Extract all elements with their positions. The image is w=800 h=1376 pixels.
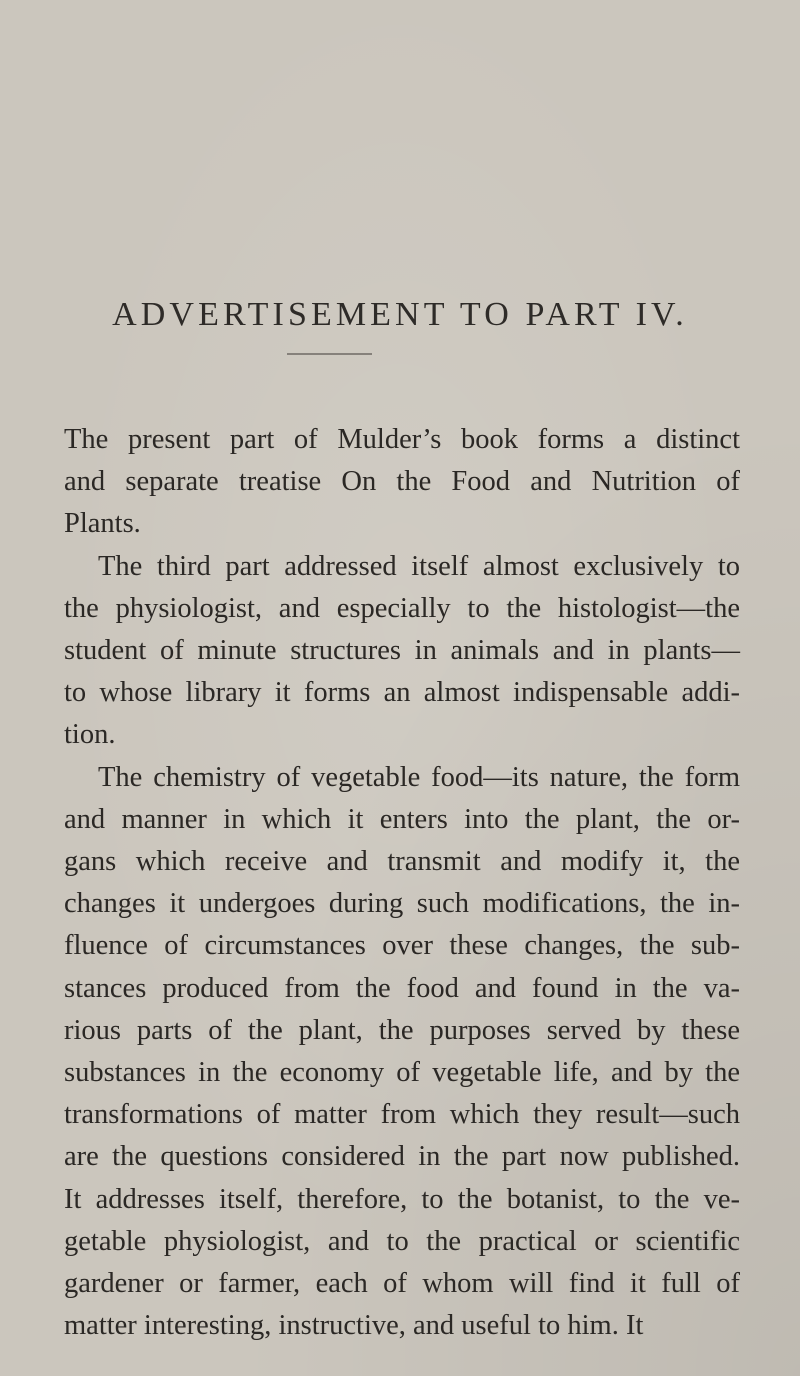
text-line-20: getable physiologist, and to the practical or scientific bbox=[64, 1225, 740, 1257]
text-line-15: rious parts of the plant, the purposes served by these bbox=[64, 1014, 740, 1046]
text-line-14: stances produced from the food and found in the va- bbox=[64, 972, 740, 1004]
text-line-11: gans which receive and transmit and modify it, the bbox=[64, 846, 740, 877]
text-line-21: gardener or farmer, each of whom will find it full of bbox=[64, 1268, 740, 1299]
text-line-7: to whose library it forms an almost indispensable addi- bbox=[64, 677, 740, 709]
text-line-12: changes it undergoes during such modifications, the in- bbox=[64, 888, 740, 920]
text-line-8: tion. bbox=[64, 719, 116, 751]
text-line-5: the physiologist, and especially to the histologist—the bbox=[64, 592, 740, 624]
text-line-13: fluence of circumstances over these changes, the sub- bbox=[64, 930, 740, 962]
text-line-19: It addresses itself, therefore, to the botanist, to the ve- bbox=[64, 1183, 740, 1215]
page-heading: ADVERTISEMENT TO PART IV. bbox=[112, 296, 688, 333]
text-line-1: The present part of Mulder’s book forms a distinct bbox=[64, 424, 740, 455]
text-line-9: The chemistry of vegetable food—its nature, the form bbox=[98, 761, 740, 793]
text-line-6: student of minute structures in animals and in plants— bbox=[64, 635, 740, 666]
text-line-16: substances in the economy of vegetable life, and by the bbox=[64, 1057, 740, 1088]
text-line-2: and separate treatise On the Food and Nutrition of bbox=[64, 466, 740, 498]
text-line-3: Plants. bbox=[64, 508, 141, 540]
heading-rule bbox=[287, 353, 372, 355]
text-line-22: matter interesting, instructive, and useful to him. It bbox=[64, 1310, 644, 1342]
text-line-17: transformations of matter from which they result—such bbox=[64, 1099, 740, 1131]
text-line-4: The third part addressed itself almost exclusively to bbox=[98, 550, 740, 582]
text-line-18: are the questions considered in the part now published. bbox=[64, 1141, 740, 1173]
text-line-10: and manner in which it enters into the plant, the or- bbox=[64, 803, 740, 835]
